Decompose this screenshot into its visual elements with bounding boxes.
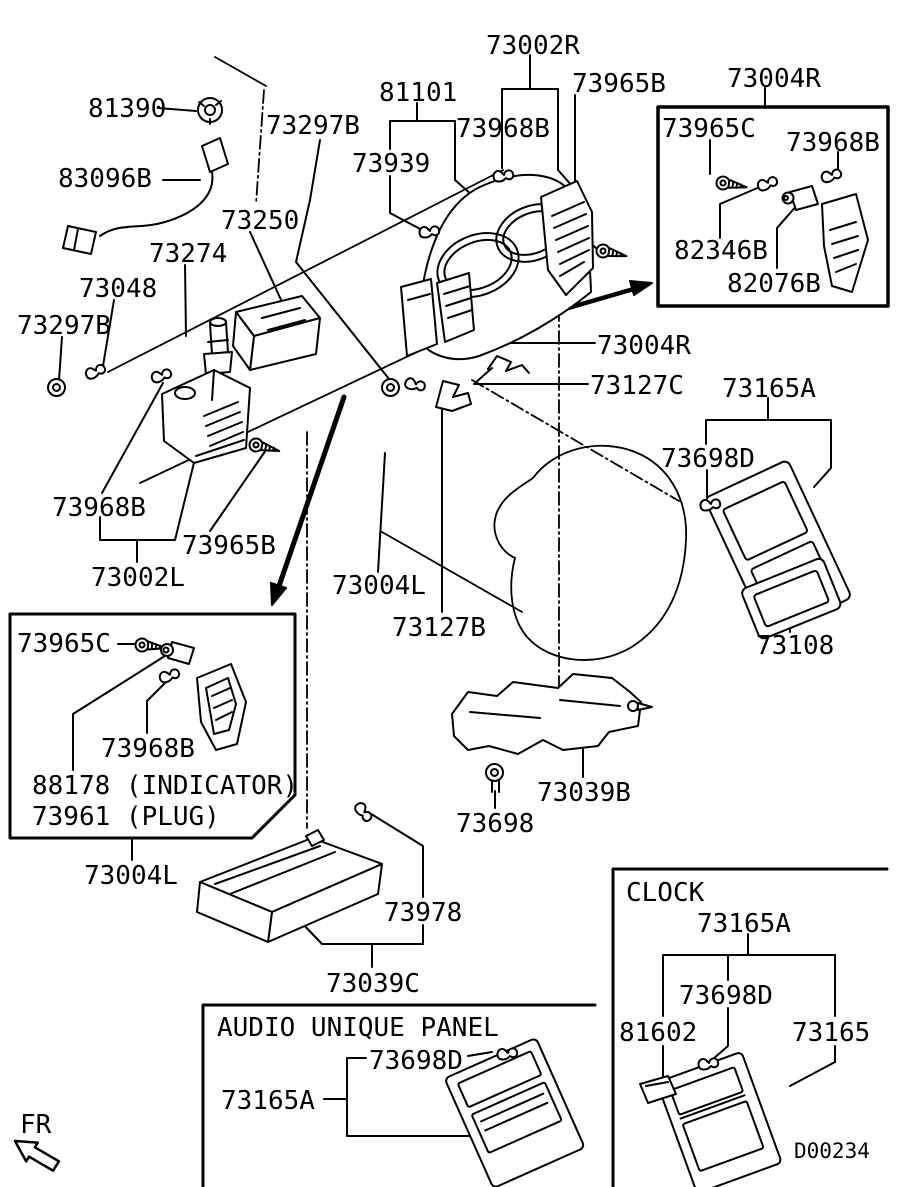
part-label-73165a-clock: 73165A	[697, 909, 791, 939]
part-drawing-73698-grommet	[486, 764, 503, 792]
part-label-73939: 73939	[352, 149, 431, 179]
part-label-73127b: 73127B	[392, 613, 486, 643]
part-drawing-73250-tray	[233, 296, 320, 370]
part-label-88178-indicator: 88178 (INDICATOR)	[32, 771, 299, 801]
part-label-81390: 81390	[88, 94, 167, 124]
part-drawing-73127b-bracket	[436, 381, 471, 411]
part-drawing-73965b-screw-top	[595, 243, 627, 261]
part-label-81101: 81101	[379, 78, 458, 108]
console-silhouette	[494, 446, 686, 660]
part-label-73965b-top: 73965B	[572, 69, 666, 99]
diagram-code: D00234	[794, 1139, 870, 1163]
audio-box-title: AUDIO UNIQUE PANEL	[217, 1013, 499, 1043]
clock-box-title: CLOCK	[626, 878, 705, 908]
part-drawing-73048-clip	[85, 364, 107, 380]
part-drawing-73039c-tray	[197, 830, 382, 942]
part-label-73039b: 73039B	[537, 778, 631, 808]
part-drawing-73039b-bracket	[452, 674, 652, 754]
part-label-73002l: 73002L	[91, 563, 185, 593]
part-drawing-73968b-clip-top	[494, 170, 514, 181]
part-drawing-cluster-73004r	[401, 175, 593, 359]
part-drawing-73297b-grommet-top	[382, 379, 399, 396]
part-drawing-73297b-grommet-left	[48, 379, 65, 396]
part-drawing-73978-clip	[353, 801, 372, 824]
part-label-73297b-top: 73297B	[266, 111, 360, 141]
part-label-73297b-left: 73297B	[17, 311, 111, 341]
part-label-73698d-audio: 73698D	[369, 1046, 463, 1076]
part-label-83096b: 83096B	[58, 164, 152, 194]
part-drawing-73968b-clip-left	[151, 369, 172, 383]
part-label-73965c-box2: 73965C	[17, 629, 111, 659]
part-label-73978: 73978	[384, 898, 463, 928]
part-label-73004r-mid: 73004R	[597, 331, 691, 361]
part-label-73127c: 73127C	[590, 371, 684, 401]
part-label-81602: 81602	[619, 1018, 698, 1048]
part-drawing-73127c-latch	[488, 356, 529, 373]
fr-direction-label: FR	[20, 1110, 52, 1140]
part-label-73002r: 73002R	[486, 31, 580, 61]
part-label-73961-plug: 73961 (PLUG)	[32, 802, 220, 832]
part-label-73004r-box: 73004R	[727, 64, 821, 94]
part-label-73039c: 73039C	[326, 969, 420, 999]
audio-box-parts	[445, 1038, 585, 1187]
part-label-73968b-box1: 73968B	[786, 128, 880, 158]
part-drawing-81390	[198, 98, 222, 124]
part-label-73165a-right: 73165A	[722, 374, 816, 404]
part-label-73968b-top: 73968B	[456, 114, 550, 144]
fr-arrow-icon	[15, 1141, 59, 1171]
part-drawing-73002l-vent	[162, 370, 250, 463]
part-label-73698d-right: 73698D	[661, 444, 755, 474]
part-label-73965c-box1: 73965C	[662, 114, 756, 144]
part-label-73108: 73108	[756, 631, 835, 661]
part-label-73968b-left: 73968B	[52, 493, 146, 523]
part-drawing-73274-switch	[204, 318, 232, 374]
part-label-73165a-audio: 73165A	[221, 1086, 315, 1116]
part-drawing-83096b-wire	[63, 138, 228, 254]
part-label-82346b: 82346B	[674, 236, 768, 266]
part-label-73250: 73250	[221, 206, 300, 236]
part-label-73165: 73165	[792, 1018, 871, 1048]
part-label-73004l-mid: 73004L	[332, 571, 426, 601]
part-label-73698d-clock: 73698D	[679, 981, 773, 1011]
part-label-73004l-box2: 73004L	[84, 861, 178, 891]
part-label-73274: 73274	[149, 239, 228, 269]
part-label-73968b-box2: 73968B	[101, 734, 195, 764]
part-drawing-clip-misc	[404, 376, 426, 393]
part-label-82076b: 82076B	[727, 269, 821, 299]
part-label-73965b-left: 73965B	[182, 531, 276, 561]
part-label-73698: 73698	[456, 809, 535, 839]
part-label-73048: 73048	[79, 274, 158, 304]
part-drawing-73939-clip	[420, 226, 440, 237]
clock-box-parts	[640, 1052, 782, 1187]
